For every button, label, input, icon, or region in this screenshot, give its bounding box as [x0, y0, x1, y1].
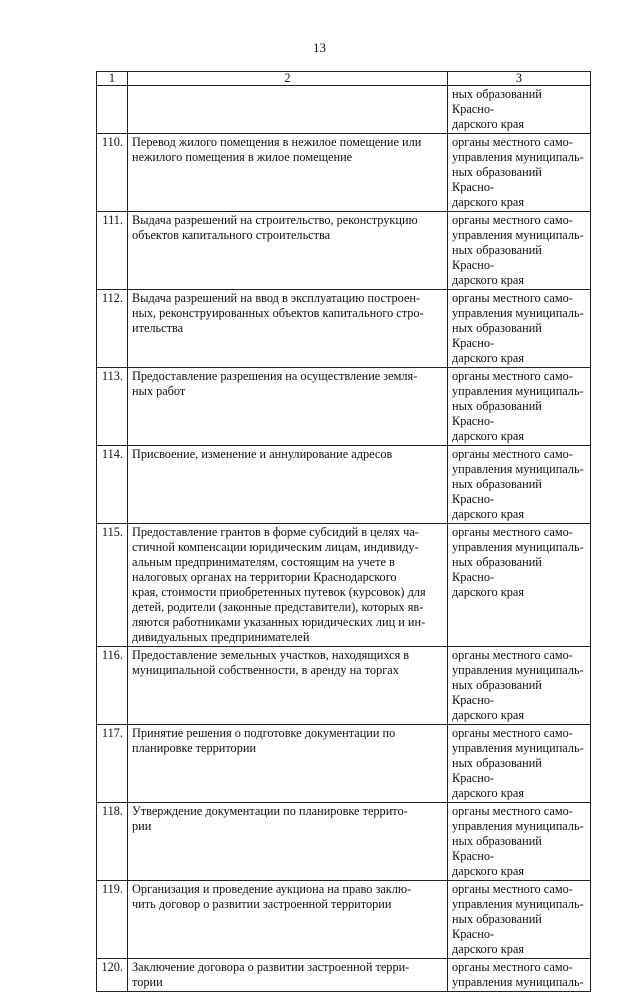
- row-number: 120.: [97, 959, 128, 992]
- authority-cell: органы местного само- управления муниципаль- ных образований Красно- дарского края: [448, 368, 591, 446]
- authority-cell: органы местного само- управления муниципаль- ных образований Красно- дарского края: [448, 524, 591, 647]
- service-cell: [128, 86, 448, 134]
- row-number: 111.: [97, 212, 128, 290]
- authority-cell: ных образований Красно- дарского края: [448, 86, 591, 134]
- row-number: 116.: [97, 647, 128, 725]
- table-row-continuation: [97, 86, 591, 134]
- authority-cell: органы местного само- управления муниципаль- ных образований Красно- дарского края: [448, 725, 591, 803]
- table-row: [97, 446, 591, 524]
- row-number: 119.: [97, 881, 128, 959]
- table-row: [97, 134, 591, 212]
- service-cell: Утверждение документации по планировке террито- рии: [128, 803, 448, 881]
- table-row: [97, 803, 591, 881]
- authority-cell: органы местного само- управления муниципаль- ных образований Красно- дарского края: [448, 290, 591, 368]
- table-row: [97, 647, 591, 725]
- authority-cell: органы местного само- управления муниципаль- ных образований Красно- дарского края: [448, 803, 591, 881]
- service-cell: Предоставление грантов в форме субсидий в целях ча- стичной компенсации юридическим лицам, индивиду- альным предпринимателям, состоящим на учете в налоговых органах на территории Краснодарского края, стоимости приобретенных путевок (курсовок) для детей, родители (законные представители), которых яв- ляются работниками указанных юридических лиц и ин- дивидуальных предпринимателей: [128, 524, 448, 647]
- service-cell: Присвоение, изменение и аннулирование адресов: [128, 446, 448, 524]
- table-row: [97, 212, 591, 290]
- row-number: [97, 86, 128, 134]
- row-number: 112.: [97, 290, 128, 368]
- table-row: [97, 524, 591, 647]
- table-row: [97, 725, 591, 803]
- row-number: 110.: [97, 134, 128, 212]
- service-cell: Организация и проведение аукциона на право заклю- чить договор о развитии застроенной территории: [128, 881, 448, 959]
- table-row: [97, 368, 591, 446]
- authority-cell: органы местного само- управления муниципаль- ных образований Красно- дарского края: [448, 212, 591, 290]
- authority-cell: органы местного само- управления муниципаль- ных образований Красно- дарского края: [448, 881, 591, 959]
- page-number: 13: [313, 40, 326, 55]
- authority-cell: органы местного само- управления муниципаль- ных образований Красно- дарского края: [448, 647, 591, 725]
- table-row: [97, 290, 591, 368]
- service-cell: Предоставление земельных участков, находящихся в муниципальной собственности, в аренду на торгах: [128, 647, 448, 725]
- service-cell: Перевод жилого помещения в нежилое помещение или нежилого помещения в жилое помещение: [128, 134, 448, 212]
- table-row: [97, 959, 591, 992]
- column-header-1: 1: [97, 72, 128, 86]
- service-cell: Заключение договора о развитии застроенной терри- тории: [128, 959, 448, 992]
- row-number: 114.: [97, 446, 128, 524]
- service-cell: Выдача разрешений на ввод в эксплуатацию построен- ных, реконструированных объектов капитального стро- ительства: [128, 290, 448, 368]
- row-number: 118.: [97, 803, 128, 881]
- service-cell: Выдача разрешений на строительство, реконструкцию объектов капитального строительства: [128, 212, 448, 290]
- authority-cell: органы местного само- управления муниципаль- ных образований Красно- дарского края: [448, 134, 591, 212]
- service-cell: Предоставление разрешения на осуществление земля- ных работ: [128, 368, 448, 446]
- row-number: 117.: [97, 725, 128, 803]
- table-row: [97, 881, 591, 959]
- services-table: [96, 71, 591, 992]
- column-header-3: 3: [448, 72, 591, 86]
- authority-cell: органы местного само- управления муниципаль- ных образований Красно- дарского края: [448, 446, 591, 524]
- row-number: 113.: [97, 368, 128, 446]
- column-header-2: 2: [128, 72, 448, 86]
- authority-cell: органы местного само- управления муниципаль-: [448, 959, 591, 992]
- row-number: 115.: [97, 524, 128, 647]
- table-header-row: [97, 72, 591, 86]
- service-cell: Принятие решения о подготовке документации по планировке территории: [128, 725, 448, 803]
